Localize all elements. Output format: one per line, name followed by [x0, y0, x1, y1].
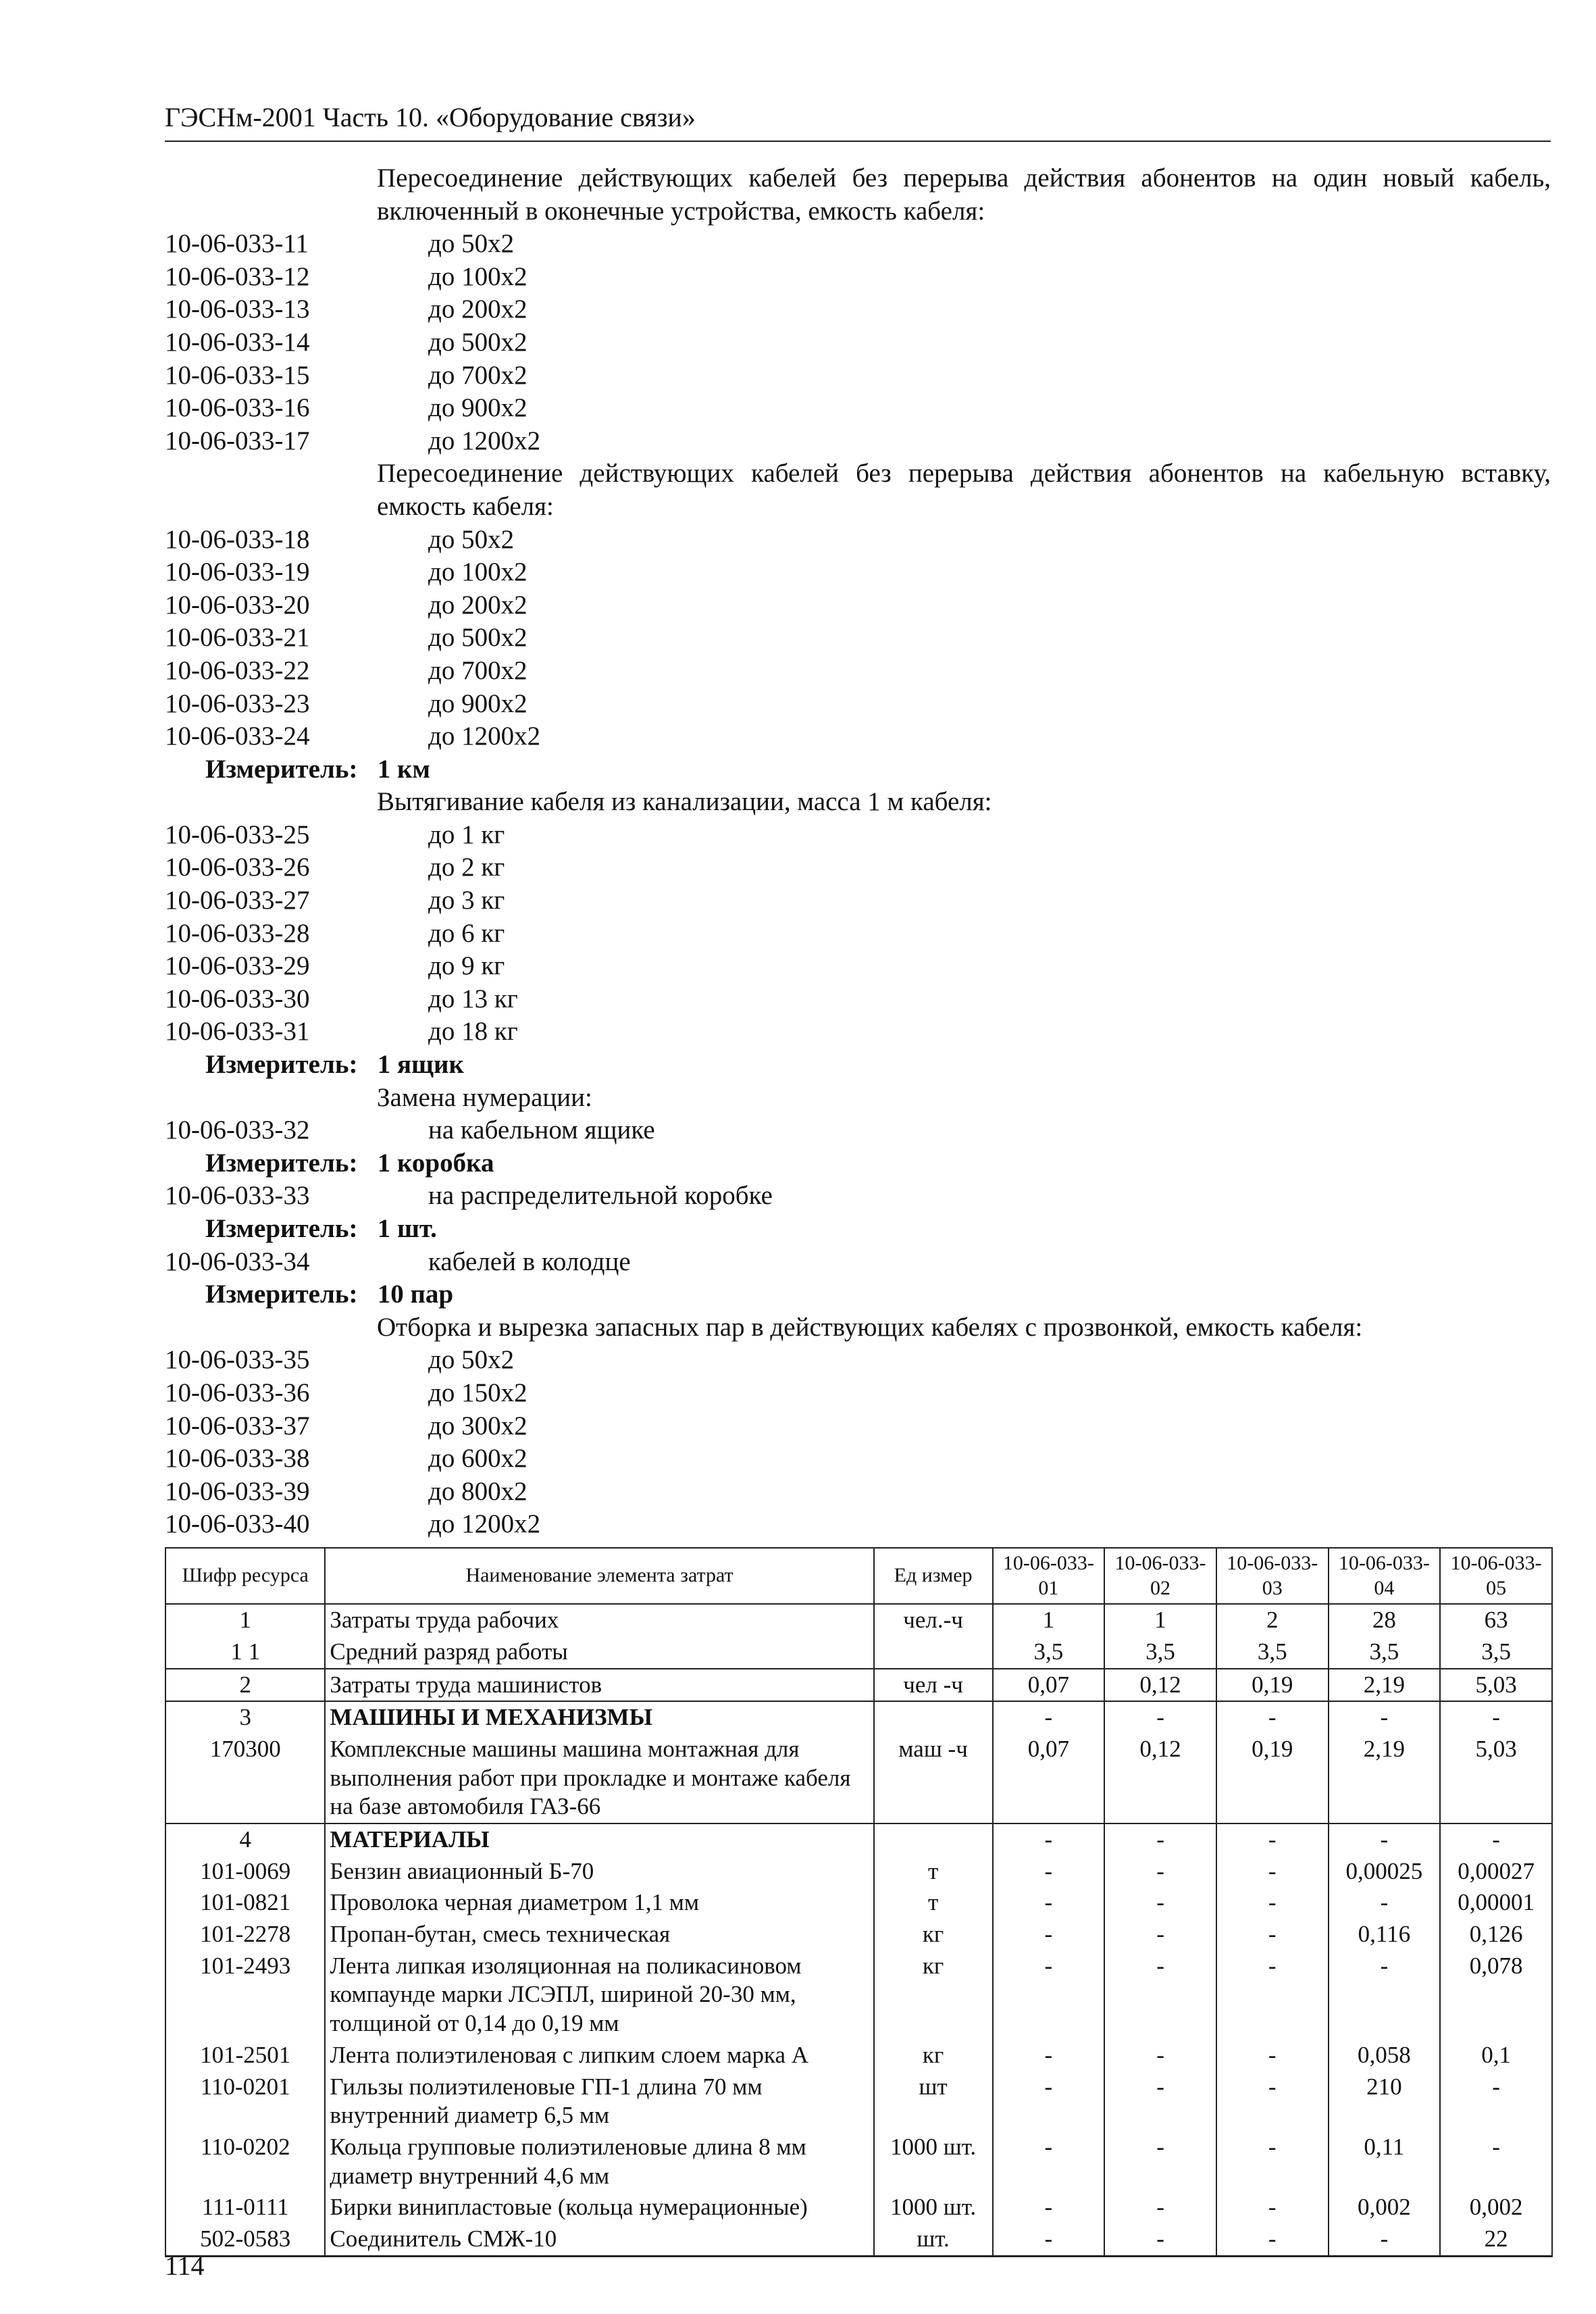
measure-unit-row: [165, 1049, 1551, 1082]
page-number: 114: [165, 2250, 205, 2281]
item-description: до 500x2: [428, 327, 527, 357]
resource-code: 1 1: [165, 1636, 325, 1669]
measure-unit: Измеритель: 1 коробка: [205, 1148, 494, 1178]
item-code: 10-06-033-11: [165, 229, 309, 259]
cost-value: -: [1440, 1823, 1552, 1856]
cost-table-header: [165, 1548, 1552, 1604]
item-code: 10-06-033-28: [165, 918, 310, 948]
item-code: 10-06-033-20: [165, 590, 310, 620]
measure-unit: Измеритель: 1 ящик: [205, 1050, 464, 1080]
list-item: [165, 1377, 1551, 1410]
item-code: 10-06-033-40: [165, 1509, 310, 1539]
page-header: ГЭСНм-2001 Часть 10. «Оборудование связи»: [165, 102, 696, 132]
cost-item-name: Бензин авиационный Б-70: [325, 1856, 873, 1888]
item-description: до 900x2: [428, 688, 527, 718]
cost-value: 0,1: [1440, 2040, 1552, 2071]
list-item: [165, 326, 1551, 359]
cost-value: -: [1329, 1701, 1441, 1734]
cost-value: 0,126: [1440, 1919, 1552, 1951]
cost-value: 28: [1329, 1604, 1441, 1636]
item-code: 10-06-033-36: [165, 1378, 310, 1407]
section-heading: Замена нумерации:: [377, 1082, 592, 1112]
resource-code: 101-0821: [165, 1887, 325, 1919]
item-description: до 600x2: [428, 1444, 527, 1474]
item-description: до 1200x2: [428, 1509, 541, 1539]
item-description: до 50x2: [428, 524, 515, 554]
cost-value: -: [993, 2040, 1105, 2071]
cost-value: -: [993, 1919, 1105, 1951]
cost-value: -: [1216, 2192, 1329, 2223]
cost-value: -: [1216, 2071, 1329, 2132]
cost-value: 3,5: [1216, 1636, 1329, 1669]
list-item: [165, 589, 1551, 622]
cost-unit: кг: [874, 1919, 993, 1951]
cost-value: 0,07: [993, 1734, 1105, 1823]
cost-value: 210: [1329, 2071, 1441, 2132]
item-code: 10-06-033-18: [165, 524, 310, 554]
item-code: 10-06-033-30: [165, 984, 310, 1013]
table-row: [165, 1856, 1552, 1888]
item-code: 10-06-033-32: [165, 1115, 310, 1145]
cost-value: 5,03: [1440, 1669, 1552, 1702]
item-code: 10-06-033-34: [165, 1247, 310, 1276]
cost-value: -: [993, 1856, 1105, 1888]
cost-unit: 1000 шт.: [874, 2192, 993, 2223]
cost-value: 0,11: [1329, 2132, 1441, 2192]
item-code: 10-06-033-37: [165, 1411, 310, 1440]
cost-value: -: [1440, 2132, 1552, 2192]
header-cell: 10-06-033-01: [993, 1548, 1105, 1604]
list-item: [165, 1508, 1551, 1541]
cost-value: 63: [1440, 1604, 1552, 1636]
cost-value: -: [1329, 1951, 1441, 2040]
cost-item-name: Соединитель СМЖ-10: [325, 2223, 873, 2256]
cost-value: -: [1216, 1919, 1329, 1951]
measure-unit-row: [165, 1147, 1551, 1180]
cost-value: -: [993, 1951, 1105, 2040]
cost-value: 0,12: [1104, 1669, 1216, 1702]
resource-code: 110-0201: [165, 2071, 325, 2132]
table-row: [165, 1734, 1552, 1823]
item-code: 10-06-033-24: [165, 722, 310, 751]
cost-value: 3,5: [1440, 1636, 1552, 1669]
item-code: 10-06-033-21: [165, 623, 310, 653]
table-row: [165, 2040, 1552, 2071]
table-row: [165, 2223, 1552, 2256]
item-description: до 50x2: [428, 1345, 515, 1375]
list-item: [165, 392, 1551, 425]
cost-value: -: [993, 2223, 1105, 2256]
list-item: [165, 1410, 1551, 1443]
cost-value: -: [1104, 2071, 1216, 2132]
header-cell: 10-06-033-04: [1329, 1548, 1441, 1604]
table-row: [165, 1823, 1552, 1856]
cost-value: 2,19: [1329, 1734, 1441, 1823]
cost-value: -: [1216, 1823, 1329, 1856]
item-description: до 500x2: [428, 623, 527, 653]
list-item: [165, 851, 1551, 884]
item-description: до 6 кг: [428, 918, 505, 948]
cost-item-name: Кольца групповые полиэтиленовые длина 8 мм диаметр внутренний 4,6 мм: [325, 2132, 873, 2192]
cost-value: -: [1440, 2071, 1552, 2132]
cost-value: 0,058: [1329, 2040, 1441, 2071]
cost-table: [165, 1547, 1553, 2257]
cost-value: 1: [993, 1604, 1105, 1636]
item-code: 10-06-033-23: [165, 688, 310, 718]
cost-unit: кг: [874, 2040, 993, 2071]
item-description: до 50x2: [428, 229, 515, 259]
cost-value: 0,116: [1329, 1919, 1441, 1951]
cost-value: -: [1104, 2192, 1216, 2223]
list-item: [165, 1476, 1551, 1509]
item-description: до 700x2: [428, 655, 527, 685]
cost-unit: кг: [874, 1951, 993, 2040]
header-divider: [165, 141, 1551, 142]
cost-item-name: Гильзы полиэтиленовые ГП-1 длина 70 мм внутренний диаметр 6,5 мм: [325, 2071, 873, 2132]
cost-value: 0,19: [1216, 1734, 1329, 1823]
resource-code: 101-0069: [165, 1856, 325, 1888]
resource-code: 111-0111: [165, 2192, 325, 2223]
cost-value: -: [1104, 2040, 1216, 2071]
header-cell: 10-06-033-02: [1104, 1548, 1216, 1604]
cost-value: -: [1104, 1951, 1216, 2040]
list-item: [165, 359, 1551, 393]
item-description: до 2 кг: [428, 853, 505, 882]
header-cell: Шифр ресурса: [165, 1548, 325, 1604]
cost-unit: [874, 1701, 993, 1734]
item-code: 10-06-033-26: [165, 853, 310, 882]
cost-value: 0,078: [1440, 1951, 1552, 2040]
cost-value: -: [1329, 1887, 1441, 1919]
cost-unit: [874, 1823, 993, 1856]
resource-code: 502-0583: [165, 2223, 325, 2256]
cost-item-name: Лента липкая изоляционная на поликасиновом компаунде марки ЛСЭПЛ, шириной 20-30 мм, толщиной от 0,14 до 0,19 мм: [325, 1951, 873, 2040]
measure-unit-row: [165, 1278, 1551, 1311]
cost-item-name: Затраты труда рабочих: [325, 1604, 873, 1636]
list-item: [165, 1114, 1551, 1147]
cost-value: 3,5: [1104, 1636, 1216, 1669]
cost-unit: т: [874, 1856, 993, 1888]
cost-value: -: [1104, 1823, 1216, 1856]
resource-code: 170300: [165, 1734, 325, 1823]
item-code: 10-06-033-13: [165, 295, 310, 324]
list-item: [165, 1442, 1551, 1476]
cost-value: -: [1104, 1919, 1216, 1951]
cost-value: 0,19: [1216, 1669, 1329, 1702]
item-code: 10-06-033-14: [165, 327, 310, 357]
cost-item-name: Средний разряд работы: [325, 1636, 873, 1669]
cost-value: -: [993, 1823, 1105, 1856]
list-item: [165, 819, 1551, 852]
item-description: до 800x2: [428, 1476, 527, 1506]
item-description: до 200x2: [428, 590, 527, 620]
cost-unit: маш -ч: [874, 1734, 993, 1823]
resource-code: 4: [165, 1823, 325, 1856]
cost-value: -: [1216, 2040, 1329, 2071]
list-item: [165, 655, 1551, 688]
item-code: 10-06-033-12: [165, 261, 310, 291]
item-code: 10-06-033-16: [165, 393, 310, 423]
item-code: 10-06-033-22: [165, 655, 310, 685]
cost-value: 0,00001: [1440, 1887, 1552, 1919]
cost-value: 0,002: [1440, 2192, 1552, 2223]
list-item: [165, 1180, 1551, 1213]
cost-value: -: [993, 1701, 1105, 1734]
cost-value: -: [993, 2071, 1105, 2132]
list-item: [165, 622, 1551, 655]
cost-value: -: [1216, 2132, 1329, 2192]
item-description: до 1200x2: [428, 426, 541, 455]
measure-unit: Измеритель: 1 шт.: [205, 1214, 437, 1243]
list-item: [165, 293, 1551, 326]
resource-code: 1: [165, 1604, 325, 1636]
item-description: до 18 кг: [428, 1017, 518, 1047]
cost-value: -: [1216, 1951, 1329, 2040]
cost-value: -: [993, 1887, 1105, 1919]
cost-unit: шт: [874, 2071, 993, 2132]
cost-unit: т: [874, 1887, 993, 1919]
cost-value: -: [993, 2192, 1105, 2223]
list-item: [165, 983, 1551, 1016]
cost-value: -: [1329, 2223, 1441, 2256]
list-item: [165, 688, 1551, 721]
item-description: до 13 кг: [428, 984, 518, 1013]
cost-value: -: [1329, 1823, 1441, 1856]
cost-unit: чел.-ч: [874, 1604, 993, 1636]
cost-item-name: Лента полиэтиленовая с липким слоем марка А: [325, 2040, 873, 2071]
list-item: [165, 556, 1551, 589]
item-code: 10-06-033-25: [165, 820, 310, 849]
cost-value: 0,00027: [1440, 1856, 1552, 1888]
cost-item-name: МАШИНЫ И МЕХАНИЗМЫ: [325, 1701, 873, 1734]
cost-value: -: [1216, 2223, 1329, 2256]
item-description: до 1200x2: [428, 722, 541, 751]
cost-value: 2,19: [1329, 1669, 1441, 1702]
item-description: до 150x2: [428, 1378, 527, 1407]
work-listing: [165, 162, 1551, 1541]
cost-value: -: [993, 2132, 1105, 2192]
cost-table-body: [165, 1604, 1552, 2256]
resource-code: 3: [165, 1701, 325, 1734]
section-heading: Отборка и вырезка запасных пар в действующих кабелях с прозвонкой, емкость кабеля:: [377, 1312, 1363, 1342]
cost-value: -: [1216, 1887, 1329, 1919]
list-item: [165, 720, 1551, 753]
cost-value: 2: [1216, 1604, 1329, 1636]
item-description: до 100x2: [428, 261, 527, 291]
cost-value: -: [1216, 1856, 1329, 1888]
item-description: до 900x2: [428, 393, 527, 423]
cost-item-name: Проволока черная диаметром 1,1 мм: [325, 1887, 873, 1919]
item-description: на распределительной коробке: [428, 1181, 773, 1211]
item-description: до 1 кг: [428, 820, 505, 849]
cost-item-name: Бирки винипластовые (кольца нумерационные): [325, 2192, 873, 2223]
item-code: 10-06-033-33: [165, 1181, 310, 1211]
table-row: [165, 1887, 1552, 1919]
cost-item-name: Затраты труда машинистов: [325, 1669, 873, 1702]
item-code: 10-06-033-38: [165, 1444, 310, 1474]
cost-value: 0,07: [993, 1669, 1105, 1702]
cost-value: -: [1440, 1701, 1552, 1734]
cost-value: -: [1104, 1887, 1216, 1919]
section-heading: Пересоединение действующих кабелей без перерыва действия абонентов на один новый кабель, включенный в оконечные устройства, емкость кабеля:: [377, 164, 1551, 226]
cost-item-name: Комплексные машины машина монтажная для выполнения работ при прокладке и монтаже кабеля на базе автомобиля ГАЗ-66: [325, 1734, 873, 1823]
cost-unit: 1000 шт.: [874, 2132, 993, 2192]
measure-unit-row: [165, 1213, 1551, 1246]
table-row: [165, 1919, 1552, 1951]
table-row: [165, 2071, 1552, 2132]
item-code: 10-06-033-19: [165, 557, 310, 587]
list-item: [165, 917, 1551, 951]
cost-value: -: [1216, 1701, 1329, 1734]
cost-unit: [874, 1636, 993, 1669]
measure-unit: Измеритель: 1 км: [205, 754, 430, 784]
list-item: [165, 1015, 1551, 1049]
item-description: кабелей в колодце: [428, 1247, 631, 1276]
table-row: [165, 2132, 1552, 2192]
item-description: до 9 кг: [428, 951, 505, 981]
item-description: до 300x2: [428, 1411, 527, 1440]
item-code: 10-06-033-39: [165, 1476, 310, 1506]
resource-code: 110-0202: [165, 2132, 325, 2192]
table-row: [165, 1604, 1552, 1636]
item-description: на кабельном ящике: [428, 1115, 655, 1145]
header-cell: Наименование элемента затрат: [325, 1548, 873, 1604]
section-heading: Вытягивание кабеля из канализации, масса 1 м кабеля:: [377, 787, 992, 817]
cost-value: 5,03: [1440, 1734, 1552, 1823]
item-description: до 100x2: [428, 557, 527, 587]
header-cell: Ед измер: [874, 1548, 993, 1604]
item-description: до 200x2: [428, 295, 527, 324]
resource-code: 101-2493: [165, 1951, 325, 2040]
cost-value: -: [1104, 1856, 1216, 1888]
item-description: до 700x2: [428, 360, 527, 390]
resource-code: 2: [165, 1669, 325, 1702]
table-row: [165, 1669, 1552, 1702]
item-code: 10-06-033-35: [165, 1345, 310, 1375]
item-code: 10-06-033-17: [165, 426, 310, 455]
table-row: [165, 2192, 1552, 2223]
item-code: 10-06-033-31: [165, 1017, 310, 1047]
section-heading: Пересоединение действующих кабелей без перерыва действия абонентов на кабельную вставку, емкость кабеля:: [377, 459, 1551, 521]
list-item: [165, 228, 1551, 261]
item-description: до 3 кг: [428, 886, 505, 915]
header-cell: 10-06-033-03: [1216, 1548, 1329, 1604]
cost-value: -: [1104, 2223, 1216, 2256]
cost-value: 0,002: [1329, 2192, 1441, 2223]
cost-value: 22: [1440, 2223, 1552, 2256]
measure-unit: Измеритель: 10 пар: [205, 1280, 454, 1309]
list-item: [165, 524, 1551, 557]
resource-code: 101-2278: [165, 1919, 325, 1951]
list-item: [165, 425, 1551, 458]
cost-value: 3,5: [993, 1636, 1105, 1669]
cost-item-name: Пропан-бутан, смесь техническая: [325, 1919, 873, 1951]
item-code: 10-06-033-27: [165, 886, 310, 915]
measure-unit-row: [165, 753, 1551, 786]
header-cell: 10-06-033-05: [1440, 1548, 1552, 1604]
cost-value: 3,5: [1329, 1636, 1441, 1669]
table-row: [165, 1951, 1552, 2040]
cost-item-name: МАТЕРИАЛЫ: [325, 1823, 873, 1856]
cost-value: 0,12: [1104, 1734, 1216, 1823]
list-item: [165, 1246, 1551, 1279]
resource-code: 101-2501: [165, 2040, 325, 2071]
list-item: [165, 1344, 1551, 1377]
item-code: 10-06-033-29: [165, 951, 310, 981]
list-item: [165, 261, 1551, 294]
table-row: [165, 1636, 1552, 1669]
cost-value: -: [1104, 1701, 1216, 1734]
item-code: 10-06-033-15: [165, 360, 310, 390]
cost-unit: чел -ч: [874, 1669, 993, 1702]
cost-value: 1: [1104, 1604, 1216, 1636]
cost-unit: шт.: [874, 2223, 993, 2256]
cost-value: -: [1104, 2132, 1216, 2192]
table-row: [165, 1701, 1552, 1734]
list-item: [165, 950, 1551, 983]
list-item: [165, 884, 1551, 917]
cost-value: 0,00025: [1329, 1856, 1441, 1888]
